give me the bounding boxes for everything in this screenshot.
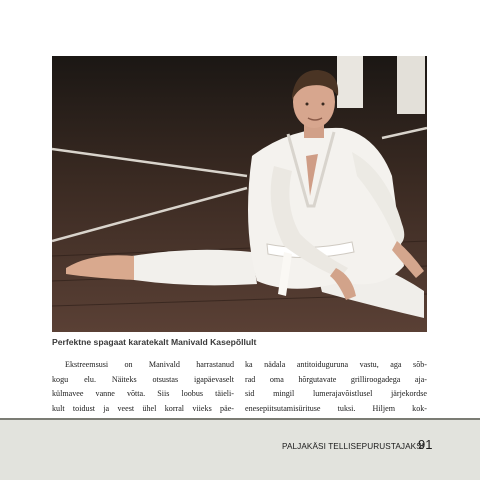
karateka-photo [52, 56, 427, 332]
footer-divider [0, 418, 480, 420]
text-line: kult toidust ja veest ühel korral viieks päe- [52, 403, 234, 413]
text-line: enesepiitsutamisürituse tuksi. Hiljem kok- [245, 403, 427, 413]
text-line: külmavee vanne võtta. Siis loobus täieli- [52, 389, 234, 399]
karateka-illustration [52, 56, 427, 332]
text-line: kogu elu. Näiteks otsustas igapäevaselt [52, 374, 234, 384]
page-footer [0, 418, 480, 480]
page-number: 91 [418, 437, 433, 452]
running-head: PALJAKÄSI TELLISEPURUSTAJAKS! [282, 442, 425, 451]
text-line: ka nädala antitoiduguruna vastu, aga sõb- [245, 360, 427, 369]
text-line: Ekstreemsusi on Manivald harrastanud [65, 360, 234, 369]
figure-caption: Perfektne spagaat karatekalt Manivald Kasepõllult [52, 337, 257, 347]
text-line: sid mingil lumerajavõistlusel järjekordse [245, 389, 427, 399]
text-line: rad oma hõrgutavate grilliroogadega aja- [245, 374, 427, 384]
